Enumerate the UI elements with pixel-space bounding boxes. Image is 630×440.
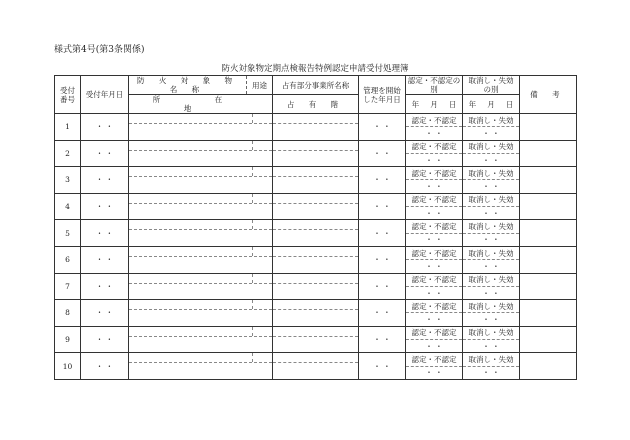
cancellation-options: 取消し・失効	[468, 115, 514, 125]
date-year-label: 年	[411, 99, 420, 109]
header-management-start-label: 管理を開始した年月日	[363, 85, 401, 104]
receipt-date-dots: ・ ・	[95, 281, 114, 291]
receipt-date-cell[interactable]	[81, 167, 129, 194]
approval-options: 認定・不認定	[411, 115, 457, 125]
management-start-dots: ・ ・	[373, 228, 391, 238]
row-number-label: 10	[62, 361, 73, 371]
remarks-cell[interactable]	[520, 353, 577, 380]
object-name-location-cell[interactable]	[129, 300, 273, 327]
object-name-location-cell[interactable]	[129, 326, 273, 353]
management-start-dots: ・ ・	[373, 122, 391, 132]
remarks-cell[interactable]	[520, 246, 577, 273]
approval-options: 認定・不認定	[411, 248, 457, 258]
object-name-location-cell[interactable]	[129, 140, 273, 167]
approval-date-dots: ・ ・	[425, 368, 443, 378]
object-name-line	[129, 167, 272, 177]
header-usage	[247, 76, 273, 95]
row-number-label: 5	[65, 228, 70, 238]
approval-options: 認定・不認定	[411, 142, 457, 152]
cancellation-date-dots: ・ ・	[482, 155, 500, 165]
object-name-location-cell[interactable]	[129, 114, 273, 141]
object-name-location-cell[interactable]	[129, 353, 273, 380]
cancellation-cell[interactable]	[463, 326, 520, 353]
tenant-name-line	[273, 220, 358, 230]
remarks-cell[interactable]	[520, 300, 577, 327]
tenant-name-line	[273, 300, 358, 310]
tenant-name-line	[273, 327, 358, 337]
approval-date-dots: ・ ・	[425, 128, 443, 138]
receipt-date-cell[interactable]	[81, 273, 129, 300]
remarks-cell[interactable]	[520, 273, 577, 300]
cancellation-options: 取消し・失効	[468, 195, 514, 205]
header-cancellation-label: 取消し・失効の別	[468, 76, 514, 94]
receipt-date-cell[interactable]	[81, 140, 129, 167]
header-object-name-label: 防 火 対 象 物 名 称	[136, 76, 239, 94]
approval-options: 認定・不認定	[411, 275, 457, 285]
management-start-dots: ・ ・	[373, 281, 391, 291]
receipt-date-dots: ・ ・	[95, 175, 114, 185]
table-row	[55, 114, 577, 141]
cancellation-cell[interactable]	[463, 220, 520, 247]
cancellation-date-dots: ・ ・	[482, 315, 500, 325]
cancellation-options: 取消し・失効	[468, 222, 514, 232]
tenant-name-line	[273, 247, 358, 257]
date-month-label: 月	[487, 99, 495, 109]
cancellation-options: 取消し・失効	[468, 248, 514, 258]
tenant-name-line	[273, 114, 358, 124]
approval-options: 認定・不認定	[411, 222, 457, 232]
management-start-cell[interactable]	[359, 273, 406, 300]
row-number-label: 2	[65, 148, 70, 158]
management-start-cell[interactable]	[359, 326, 406, 353]
receipt-date-dots: ・ ・	[95, 148, 114, 158]
management-start-dots: ・ ・	[373, 335, 391, 345]
cancellation-cell[interactable]	[463, 300, 520, 327]
approval-cell[interactable]	[406, 114, 463, 141]
row-number	[55, 326, 81, 353]
table-row	[55, 246, 577, 273]
table-row	[55, 140, 577, 167]
tenant-floor-cell[interactable]	[273, 326, 359, 353]
tenant-floor-cell[interactable]	[273, 273, 359, 300]
approval-cell[interactable]	[406, 193, 463, 220]
management-start-dots: ・ ・	[373, 148, 391, 158]
object-name-line	[129, 114, 272, 124]
approval-cell[interactable]	[406, 246, 463, 273]
cancellation-date-dots: ・ ・	[482, 182, 500, 192]
approval-date-dots: ・ ・	[425, 235, 443, 245]
object-name-line	[129, 247, 272, 257]
tenant-floor-cell[interactable]	[273, 220, 359, 247]
receipt-date-dots: ・ ・	[95, 361, 114, 371]
header-cancellation-date	[463, 95, 520, 114]
approval-options: 認定・不認定	[411, 195, 457, 205]
receipt-date-cell[interactable]	[81, 193, 129, 220]
header-usage-label: 用途	[252, 80, 267, 90]
row-number	[55, 114, 81, 141]
cancellation-options: 取消し・失効	[468, 275, 514, 285]
object-name-line	[129, 353, 272, 363]
approval-date-dots: ・ ・	[425, 288, 443, 298]
date-day-label: 日	[448, 99, 457, 109]
approval-options: 認定・不認定	[411, 301, 457, 311]
management-start-dots: ・ ・	[373, 255, 391, 265]
header-receipt-date	[81, 76, 129, 114]
cancellation-options: 取消し・失効	[468, 301, 514, 311]
tenant-name-line	[273, 194, 358, 204]
receipt-date-dots: ・ ・	[95, 228, 114, 238]
cancellation-date-dots: ・ ・	[482, 235, 500, 245]
form-number: 様式第4号(第3条関係)	[54, 45, 145, 55]
table-row	[55, 353, 577, 380]
row-number	[55, 353, 81, 380]
cancellation-cell[interactable]	[463, 273, 520, 300]
header-approval-date	[406, 95, 463, 114]
approval-cell[interactable]	[406, 140, 463, 167]
table-row	[55, 193, 577, 220]
header-occupied-floor	[273, 95, 359, 114]
management-start-cell[interactable]	[359, 300, 406, 327]
row-number-label: 3	[65, 175, 70, 185]
header-receipt-no	[55, 76, 81, 114]
cancellation-date-dots: ・ ・	[482, 128, 500, 138]
cancellation-date-dots: ・ ・	[482, 341, 500, 351]
cancellation-cell[interactable]	[463, 353, 520, 380]
remarks-cell[interactable]	[520, 140, 577, 167]
management-start-cell[interactable]	[359, 167, 406, 194]
header-location	[129, 95, 273, 114]
header-receipt-no-label: 受付番号	[60, 85, 75, 104]
receipt-date-cell[interactable]	[81, 326, 129, 353]
header-remarks-label: 備 考	[530, 90, 566, 99]
receipt-date-cell[interactable]	[81, 114, 129, 141]
register-table	[54, 75, 577, 380]
approval-cell[interactable]	[406, 273, 463, 300]
management-start-dots: ・ ・	[373, 308, 391, 318]
object-name-line	[129, 220, 272, 230]
tenant-name-line	[273, 167, 358, 177]
cancellation-date-dots: ・ ・	[482, 261, 500, 271]
management-start-cell[interactable]	[359, 220, 406, 247]
row-number-label: 1	[65, 122, 70, 132]
cancellation-options: 取消し・失効	[468, 328, 514, 338]
header-management-start	[359, 76, 406, 114]
row-number-label: 4	[65, 202, 70, 212]
date-year-label: 年	[468, 99, 477, 109]
object-name-line	[129, 274, 272, 284]
approval-date-dots: ・ ・	[425, 182, 443, 192]
cancellation-cell[interactable]	[463, 114, 520, 141]
row-number	[55, 167, 81, 194]
header-approval	[406, 76, 463, 95]
receipt-date-dots: ・ ・	[95, 335, 114, 345]
remarks-cell[interactable]	[520, 220, 577, 247]
tenant-floor-cell[interactable]	[273, 353, 359, 380]
receipt-date-dots: ・ ・	[95, 255, 114, 265]
table-row	[55, 326, 577, 353]
remarks-cell[interactable]	[520, 114, 577, 141]
cancellation-cell[interactable]	[463, 246, 520, 273]
approval-cell[interactable]	[406, 353, 463, 380]
date-month-label: 月	[430, 99, 438, 109]
management-start-cell[interactable]	[359, 114, 406, 141]
row-number	[55, 140, 81, 167]
object-name-location-cell[interactable]	[129, 246, 273, 273]
management-start-dots: ・ ・	[373, 202, 391, 212]
cancellation-options: 取消し・失効	[468, 354, 514, 364]
tenant-name-line	[273, 353, 358, 363]
object-name-location-cell[interactable]	[129, 167, 273, 194]
tenant-floor-cell[interactable]	[273, 246, 359, 273]
row-number-label: 7	[65, 281, 70, 291]
object-name-line	[129, 327, 272, 337]
header-approval-label: 認定・不認定の別	[407, 76, 461, 94]
management-start-dots: ・ ・	[373, 175, 391, 185]
row-number-label: 9	[65, 335, 70, 345]
header-remarks	[520, 76, 577, 114]
object-name-line	[129, 300, 272, 310]
approval-date-dots: ・ ・	[425, 315, 443, 325]
header-tenant-name-label: 占有部分事業所名称	[281, 80, 350, 90]
table-row	[55, 220, 577, 247]
cancellation-options: 取消し・失効	[468, 168, 514, 178]
table-row	[55, 300, 577, 327]
receipt-date-cell[interactable]	[81, 300, 129, 327]
approval-options: 認定・不認定	[411, 328, 457, 338]
object-name-location-cell[interactable]	[129, 220, 273, 247]
row-number	[55, 193, 81, 220]
receipt-date-cell[interactable]	[81, 220, 129, 247]
header-occupied-floor-label: 占 有 階	[286, 99, 345, 109]
management-start-cell[interactable]	[359, 193, 406, 220]
tenant-name-line	[273, 274, 358, 284]
cancellation-cell[interactable]	[463, 140, 520, 167]
cancellation-date-dots: ・ ・	[482, 208, 500, 218]
row-number-label: 6	[65, 255, 70, 265]
receipt-date-dots: ・ ・	[95, 308, 114, 318]
remarks-cell[interactable]	[520, 193, 577, 220]
management-start-cell[interactable]	[359, 140, 406, 167]
object-name-line	[129, 194, 272, 204]
row-number	[55, 273, 81, 300]
approval-date-dots: ・ ・	[425, 341, 443, 351]
cancellation-cell[interactable]	[463, 167, 520, 194]
remarks-cell[interactable]	[520, 167, 577, 194]
receipt-date-cell[interactable]	[81, 353, 129, 380]
management-start-cell[interactable]	[359, 246, 406, 273]
document-title: 防火対象物定期点検報告特例認定申請受付処理簿	[221, 64, 409, 74]
date-day-label: 日	[505, 99, 514, 109]
cancellation-date-dots: ・ ・	[482, 288, 500, 298]
object-name-line	[129, 141, 272, 151]
header-location-label: 所 在 地	[152, 95, 249, 113]
tenant-floor-cell[interactable]	[273, 167, 359, 194]
register-rows	[55, 114, 577, 380]
cancellation-date-dots: ・ ・	[482, 368, 500, 378]
tenant-floor-cell[interactable]	[273, 193, 359, 220]
object-name-location-cell[interactable]	[129, 273, 273, 300]
row-number	[55, 300, 81, 327]
approval-options: 認定・不認定	[411, 354, 457, 364]
row-number	[55, 246, 81, 273]
approval-date-dots: ・ ・	[425, 208, 443, 218]
tenant-floor-cell[interactable]	[273, 300, 359, 327]
header-tenant-name	[273, 76, 359, 95]
row-number	[55, 220, 81, 247]
cancellation-options: 取消し・失効	[468, 142, 514, 152]
receipt-date-dots: ・ ・	[95, 202, 114, 212]
approval-date-dots: ・ ・	[425, 155, 443, 165]
cancellation-cell[interactable]	[463, 193, 520, 220]
approval-cell[interactable]	[406, 167, 463, 194]
tenant-name-line	[273, 141, 358, 151]
header-object-name	[129, 76, 247, 95]
approval-cell[interactable]	[406, 326, 463, 353]
row-number-label: 8	[65, 308, 70, 318]
receipt-date-cell[interactable]	[81, 246, 129, 273]
tenant-floor-cell[interactable]	[273, 140, 359, 167]
approval-cell[interactable]	[406, 220, 463, 247]
receipt-date-dots: ・ ・	[95, 122, 114, 132]
header-cancellation	[463, 76, 520, 95]
remarks-cell[interactable]	[520, 326, 577, 353]
table-row	[55, 273, 577, 300]
approval-cell[interactable]	[406, 300, 463, 327]
management-start-dots: ・ ・	[373, 361, 391, 371]
tenant-floor-cell[interactable]	[273, 114, 359, 141]
header-receipt-date-label: 受付年月日	[85, 90, 124, 99]
object-name-location-cell[interactable]	[129, 193, 273, 220]
management-start-cell[interactable]	[359, 353, 406, 380]
table-row	[55, 167, 577, 194]
approval-options: 認定・不認定	[411, 168, 457, 178]
approval-date-dots: ・ ・	[425, 261, 443, 271]
